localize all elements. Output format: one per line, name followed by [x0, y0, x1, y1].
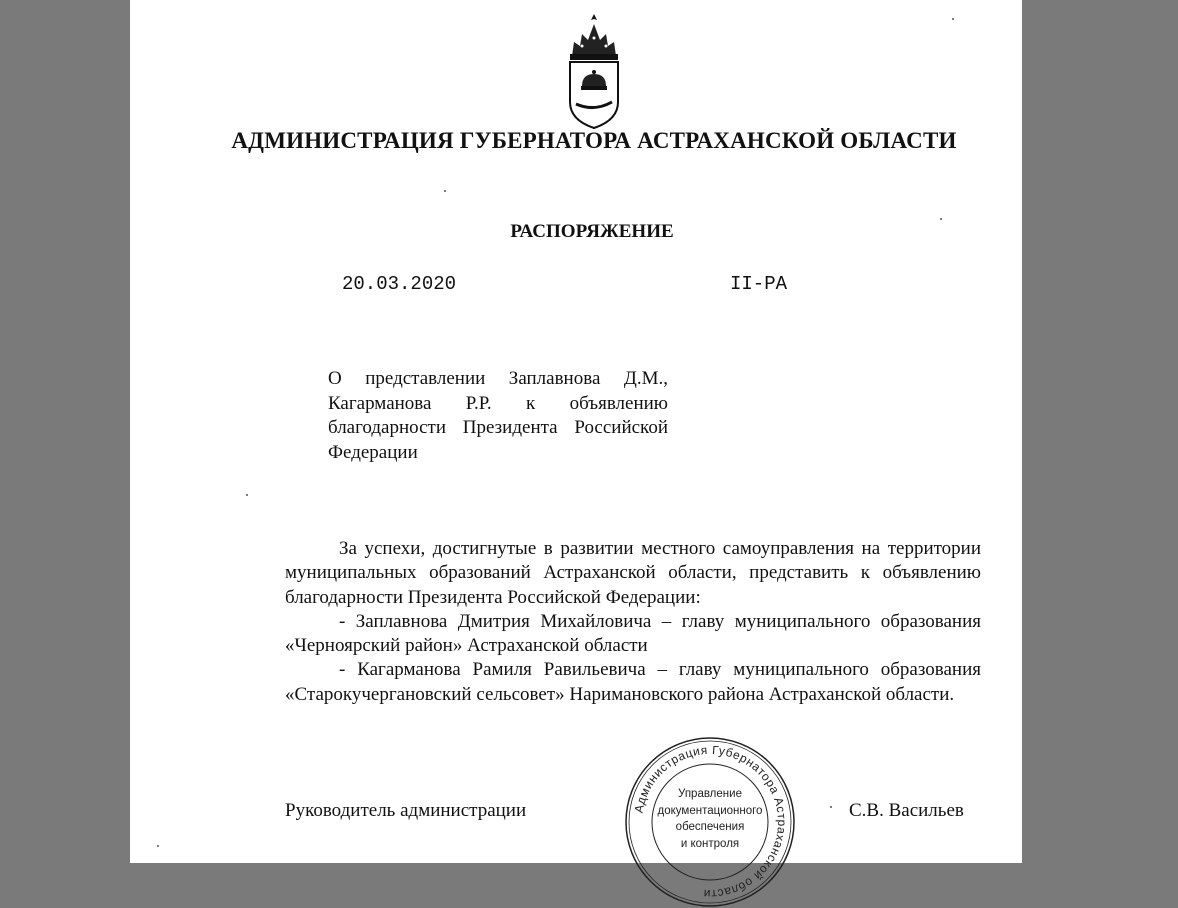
document-date: 20.03.2020 — [342, 273, 457, 295]
scan-speck — [830, 806, 832, 808]
scan-speck — [940, 218, 942, 220]
signatory-title: Руководитель администрации — [285, 800, 527, 821]
stamp-ring-text: Администрация Губернатора Астраханской области — [631, 742, 790, 902]
document-number: II-PA — [730, 273, 788, 295]
scan-speck — [444, 190, 446, 192]
coat-of-arms-emblem — [562, 12, 626, 130]
body-list-item: - Кагарманова Рамиля Равильевича – главу муниципального образования «Старокучергановский сельсовет» Наримановского района Астраханской области. — [285, 659, 981, 705]
organization-title: АДМИНИСТРАЦИЯ ГУБЕРНАТОРА АСТРАХАНСКОЙ ОБЛАСТИ — [231, 128, 957, 153]
stamp-inner-line: документационного — [657, 804, 763, 817]
stamp-inner-line: Управление — [678, 788, 742, 800]
scan-speck — [952, 18, 954, 20]
body-list-item: - Заплавнова Дмитрия Михайловича – главу муниципального образования «Черноярский район» Астраханской области — [285, 610, 981, 657]
document-body — [285, 537, 981, 707]
stamp-inner-line: обеспечения — [675, 821, 745, 833]
document-page — [130, 0, 1022, 902]
document-type-heading: РАСПОРЯЖЕНИЕ — [510, 221, 674, 242]
stamp-inner-text — [650, 786, 770, 852]
body-paragraph: За успехи, достигнутые в развитии местного самоуправления на территории муниципальных образований Астраханской области, представить к объявлению благодарности Президента Российской Федерации: — [285, 538, 981, 608]
scan-speck — [246, 494, 248, 496]
signatory-name: С.В. Васильев — [849, 800, 964, 821]
document-subject: О представлении Заплавнова Д.М., Кагарманова Р.Р. к объявлению благодарности Президента Российской Федерации — [328, 368, 668, 463]
stamp-inner-line: и контроля — [680, 837, 740, 850]
scan-speck — [157, 845, 159, 847]
